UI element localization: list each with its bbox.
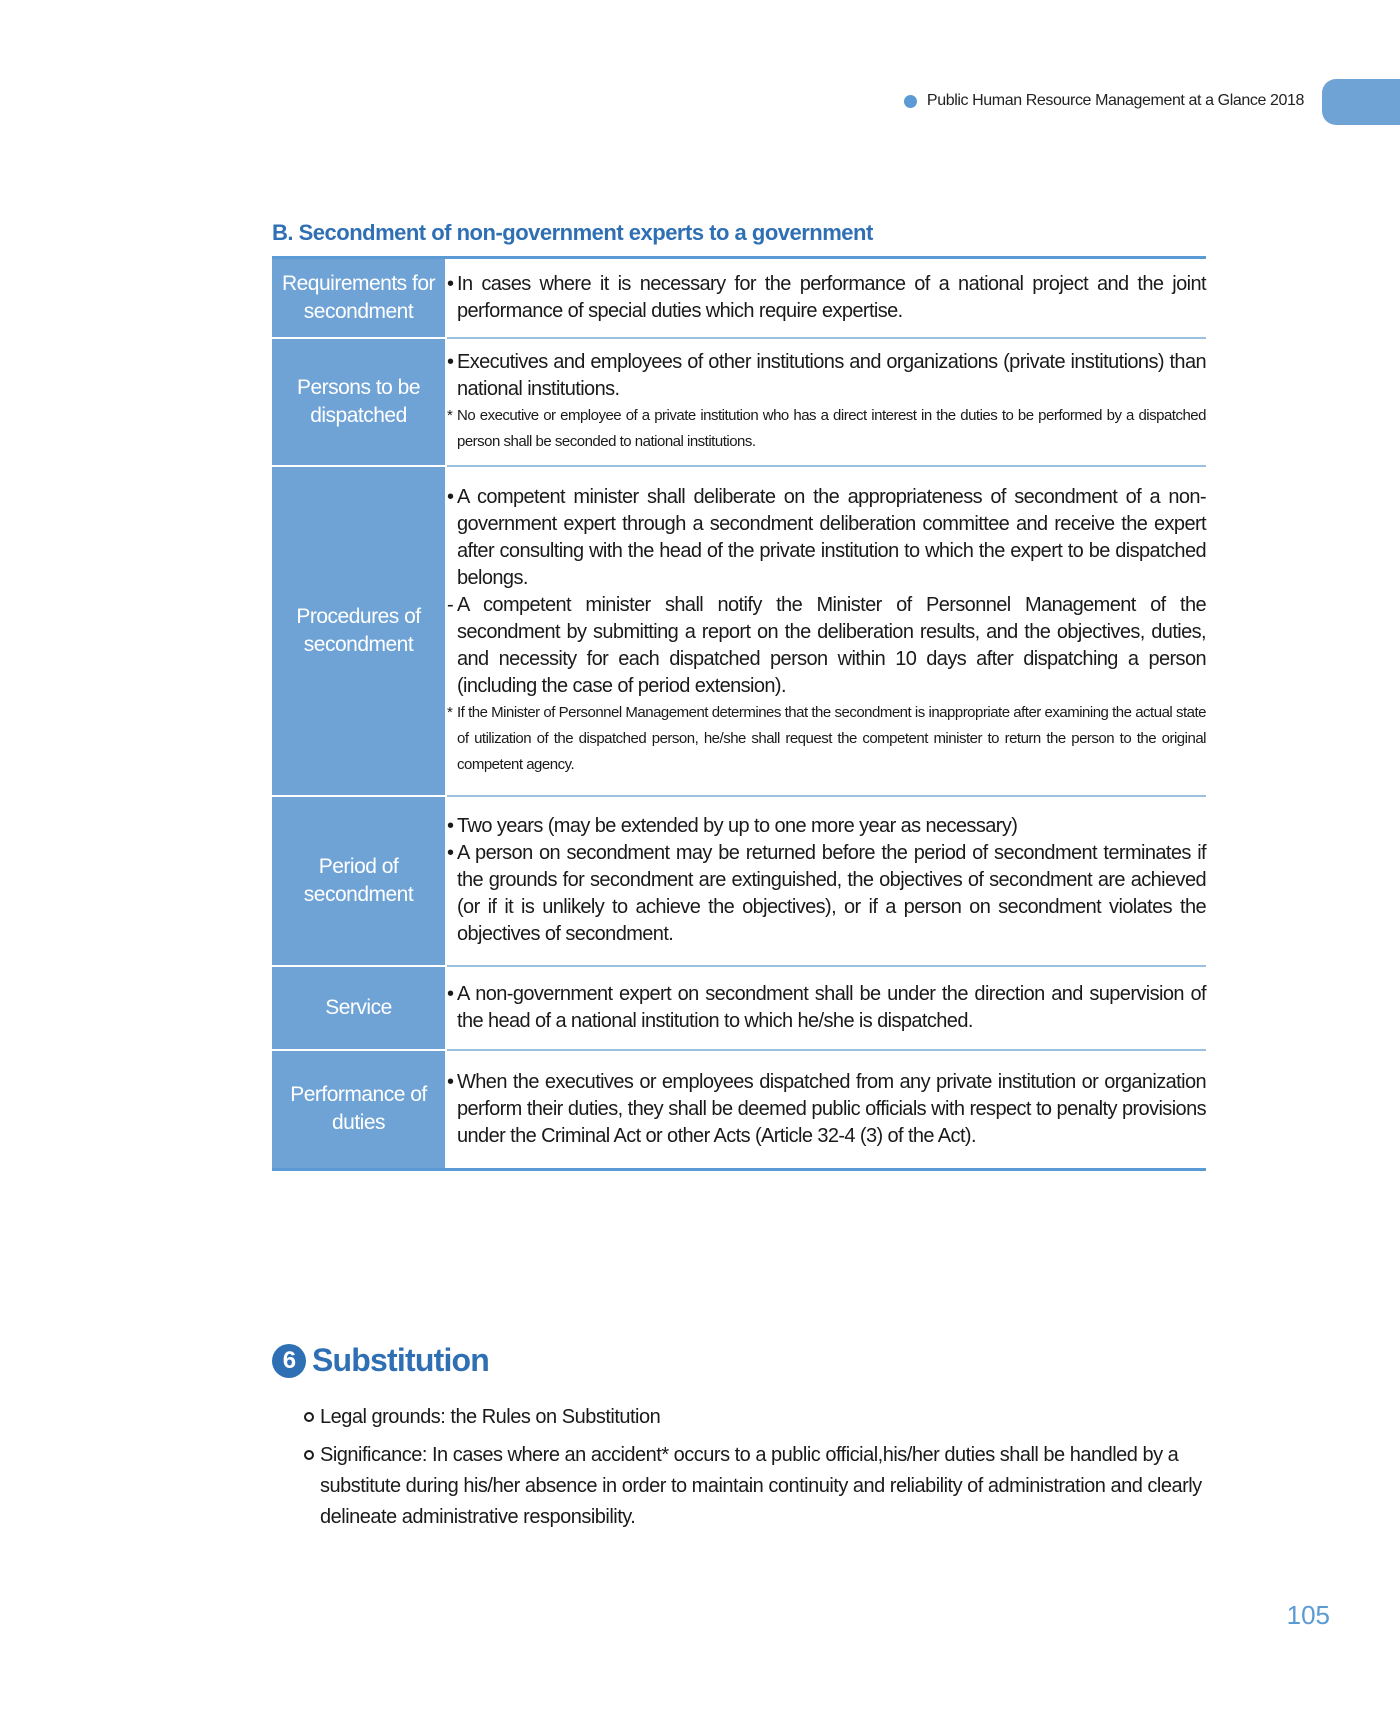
running-header [904,92,1304,110]
list-item [447,271,1206,325]
item-text: Two years (may be extended by up to one more year as necessary) [457,815,1018,837]
list-item [447,813,1206,840]
row-label: Requirements for secondment [272,258,446,338]
row-label: Performance of duties [272,1050,446,1170]
page-number: 105 [1286,1600,1330,1630]
row-content [446,466,1206,796]
list-item [304,1402,1206,1433]
header-tab-decoration [1322,79,1400,125]
substitution-list [304,1402,1206,1540]
item-marker: • [447,1070,454,1093]
item-marker: • [447,485,454,508]
item-text: Executives and employees of other institutions and organizations (private institutions) than national institutions. [457,350,1206,400]
item-text: A competent minister shall notify the Minister of Personnel Management of the secondment by submitting a report on the deliberation results, and the objectives, duties, and necessity for each dispatched person within 10 days after dispatching a person (including the case of period extension). [457,593,1206,697]
header-bullet-icon [904,95,917,108]
row-content [446,796,1206,966]
list-item [304,1440,1206,1533]
item-text: A person on secondment may be returned before the period of secondment terminates if the grounds for secondment are extinguished, the objectives of secondment are achieved (or if it is unlikely to achieve the objectives), or if a person on secondment violates the objectives of secondment. [457,842,1206,945]
table-row [272,466,1206,796]
item-text: Legal grounds: the Rules on Substitution [320,1406,661,1428]
list-item [447,1069,1206,1150]
item-marker: * [447,703,453,721]
circle-bullet-icon [304,1412,314,1422]
item-text: Significance: In cases where an accident* occurs to a public official,his/her duties shall be handled by a substitute during his/her absence in order to maintain continuity and reliability of administration and clearly delineate administrative responsibility. [320,1444,1202,1528]
footnote [447,700,1206,778]
item-marker: * [447,406,453,424]
row-content [446,338,1206,466]
table-row [272,796,1206,966]
list-item [447,840,1206,948]
row-content [446,966,1206,1050]
circle-bullet-icon [304,1450,314,1460]
row-label: Procedures of secondment [272,466,446,796]
section-number-icon: 6 [272,1344,306,1378]
item-marker: • [447,350,454,373]
list-item [447,981,1206,1035]
secondment-table [272,256,1206,1171]
item-marker: • [447,982,454,1005]
footnote [447,403,1206,455]
table-row [272,1050,1206,1170]
item-marker: • [447,272,454,295]
item-text: In cases where it is necessary for the performance of a national project and the joint performance of special duties which require expertise. [457,272,1206,322]
substitution-heading [272,1342,489,1379]
item-text: A non-government expert on secondment shall be under the direction and supervision of the head of a national institution to which he/she is dispatched. [457,982,1206,1032]
table-row [272,338,1206,466]
list-item [447,349,1206,403]
row-content [446,258,1206,338]
row-content [446,1050,1206,1170]
row-label: Persons to be dispatched [272,338,446,466]
row-label: Service [272,966,446,1050]
running-title: Public Human Resource Management at a Glance 2018 [926,92,1304,109]
item-text: When the executives or employees dispatched from any private institution or organization perform their duties, they shall be deemed public officials with respect to penalty provisions under the Criminal Act or other Acts (Article 32-4 (3) of the Act). [457,1070,1206,1147]
list-item [447,484,1206,592]
item-text: No executive or employee of a private institution who has a direct interest in the duties to be performed by a dispatched person shall be seconded to national institutions. [457,406,1206,450]
substitution-title: Substitution [312,1342,490,1378]
item-text: A competent minister shall deliberate on the appropriateness of secondment of a non-government expert through a secondment deliberation committee and receive the expert after consulting with the head of the private institution to which the expert to be dispatched belongs. [457,485,1206,589]
row-label: Period of secondment [272,796,446,966]
item-text: If the Minister of Personnel Management determines that the secondment is inappropriate after examining the actual state of utilization of the dispatched person, he/she shall request the competent minister to return the person to the original competent agency. [457,703,1206,773]
item-marker: • [447,815,454,837]
section-title: B. Secondment of non-government experts to a government [272,220,873,245]
table-row [272,966,1206,1050]
list-item [447,592,1206,700]
item-marker: • [447,842,454,864]
item-marker: - [447,593,454,616]
table-row [272,258,1206,338]
